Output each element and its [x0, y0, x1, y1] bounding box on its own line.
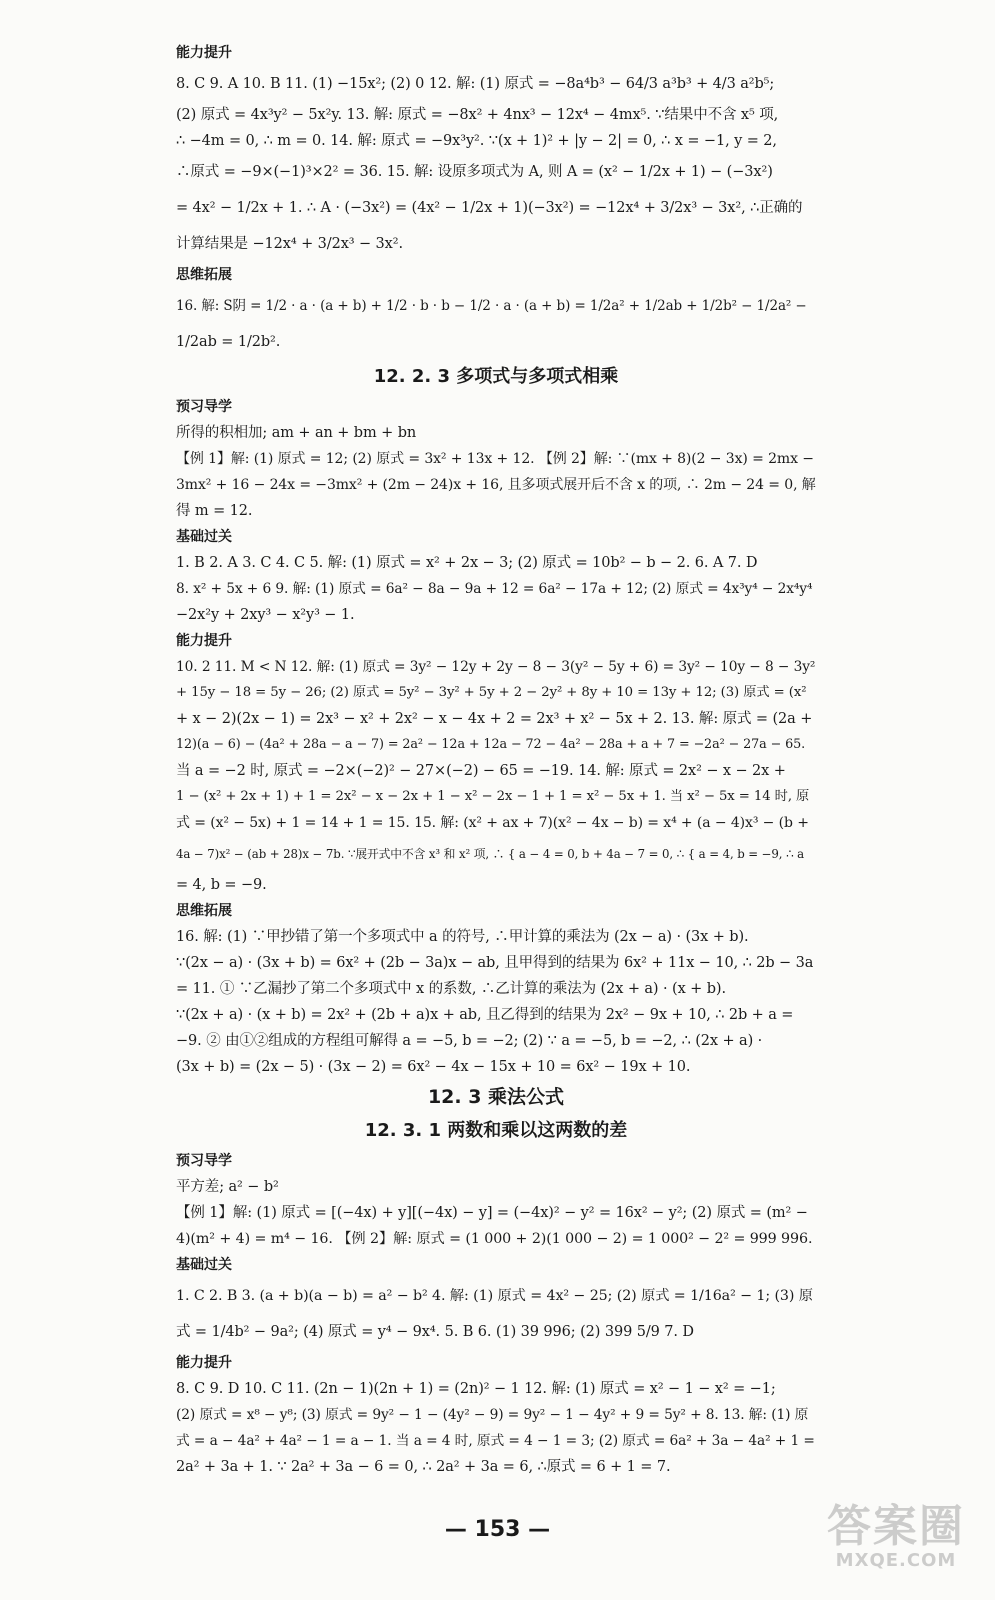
answer-line: ∴原式 = −9×(−1)³×2² = 36. 15. 解: 设原多项式为 A, 则 A = (x² − 1/2x + 1) − (−3x²): [176, 164, 773, 180]
answer-line: 8. x² + 5x + 6 9. 解: (1) 原式 = 6a² − 8a − 9a + 12 = 6a² − 17a + 12; (2) 原式 = 4x³y⁴ − 2x⁴y⁴: [176, 581, 813, 597]
answer-line: ∴ −4m = 0, ∴ m = 0. 14. 解: 原式 = −9x³y². ∵(x + 1)² + |y − 2| = 0, ∴ x = −1, y = 2,: [176, 133, 777, 149]
answer-line: ∵(2x − a) · (3x + b) = 6x² + (2b − 3a)x − ab, 且甲得到的结果为 6x² + 11x − 10, ∴ 2b − 3a: [176, 955, 814, 971]
answer-line: 2a² + 3a + 1. ∵ 2a² + 3a − 6 = 0, ∴ 2a² + 3a = 6, ∴原式 = 6 + 1 = 7.: [176, 1459, 671, 1475]
answer-line: 8. C 9. D 10. C 11. (2n − 1)(2n + 1) = (2n)² − 1 12. 解: (1) 原式 = x² − 1 − x² = −1;: [176, 1381, 776, 1397]
section-title: 12. 2. 3 多项式与多项式相乘: [373, 366, 619, 387]
answer-content: [176, 40, 816, 1480]
answer-line: 当 a = −2 时, 原式 = −2×(−2)² − 27×(−2) − 65 = −19. 14. 解: 原式 = 2x² − x − 2x +: [176, 763, 786, 779]
answer-line: 16. 解: S阴 = 1/2 · a · (a + b) + 1/2 · b · b − 1/2 · a · (a + b) = 1/2a² + 1/2ab + 1/2b² − 1/2a² −: [176, 298, 807, 314]
section-subheading: 能力提升: [176, 1355, 232, 1371]
watermark-logo: 答案圈: [827, 1501, 965, 1552]
answer-line: + 15y − 18 = 5y − 26; (2) 原式 = 5y² − 3y² + 5y + 2 − 2y² + 8y + 10 = 13y + 12; (3) 原式 = (x²: [176, 685, 807, 700]
answer-line: 式 = a − 4a² + 4a² − 1 = a − 1. 当 a = 4 时, 原式 = 4 − 1 = 3; (2) 原式 = 6a² + 3a − 4a² + 1 =: [176, 1433, 815, 1449]
answer-line: 式 = 1/4b² − 9a²; (4) 原式 = y⁴ − 9x⁴. 5. B 6. (1) 39 996; (2) 399 5/9 7. D: [176, 1324, 694, 1340]
answer-line: 计算结果是 −12x⁴ + 3/2x³ − 3x².: [176, 236, 403, 252]
answer-line: 16. 解: (1) ∵甲抄错了第一个多项式中 a 的符号, ∴甲计算的乘法为 (2x − a) · (3x + b).: [176, 929, 749, 945]
answer-line: 1 − (x² + 2x + 1) + 1 = 2x² − x − 2x + 1 − x² − 2x − 1 + 1 = x² − 5x + 1. 当 x² − 5x = 14 时, 原: [176, 789, 810, 804]
chapter-title: 12. 3 乘法公式: [427, 1086, 565, 1108]
section-subheading: 预习导学: [176, 1153, 232, 1169]
answer-line: + x − 2)(2x − 1) = 2x³ − x² + 2x² − x − 4x + 2 = 2x³ + x² − 5x + 2. 13. 解: 原式 = (2a +: [176, 711, 813, 727]
section-subheading: 思维拓展: [176, 267, 232, 283]
section-subheading: 能力提升: [176, 45, 232, 61]
section-subheading: 基础过关: [176, 529, 232, 545]
section-subheading: 预习导学: [176, 399, 232, 415]
answer-line: 1/2ab = 1/2b².: [176, 334, 281, 350]
answer-line: 8. C 9. A 10. B 11. (1) −15x²; (2) 0 12. 解: (1) 原式 = −8a⁴b³ − 64/3 a³b³ + 4/3 a²b⁵;: [176, 76, 775, 92]
answer-line: 得 m = 12.: [176, 503, 253, 519]
answer-line: (2) 原式 = x⁸ − y⁸; (3) 原式 = 9y² − 1 − (4y² − 9) = 9y² − 1 − 4y² + 9 = 5y² + 8. 13. 解: (1) 原: [176, 1407, 809, 1423]
answer-line: 所得的积相加; am + an + bm + bn: [176, 425, 417, 441]
answer-line: = 4, b = −9.: [176, 877, 267, 893]
section-subheading: 思维拓展: [176, 903, 232, 919]
section-subheading: 能力提升: [176, 633, 232, 649]
answer-line: 式 = (x² − 5x) + 1 = 14 + 1 = 15. 15. 解: (x² + ax + 7)(x² − 4x − b) = x⁴ + (a − 4)x³ − (b +: [176, 815, 809, 831]
watermark: [821, 1501, 971, 1578]
answer-line: (3x + b) = (2x − 5) · (3x − 2) = 6x² − 4x − 15x + 10 = 6x² − 19x + 10.: [176, 1059, 691, 1075]
answer-line: 4)(m² + 4) = m⁴ − 16. 【例 2】解: 原式 = (1 000 + 2)(1 000 − 2) = 1 000² − 2² = 999 996.: [176, 1231, 813, 1247]
answer-line: ∵(2x + a) · (x + b) = 2x² + (2b + a)x + ab, 且乙得到的结果为 2x² − 9x + 10, ∴ 2b + a =: [176, 1007, 794, 1023]
answer-line: −9. ② 由①②组成的方程组可解得 a = −5, b = −2; (2) ∵ a = −5, b = −2, ∴ (2x + a) ·: [176, 1033, 763, 1049]
answer-line: 4a − 7)x² − (ab + 28)x − 7b. ∵展开式中不含 x³ 和 x² 项, ∴ { a − 4 = 0, b + 4a − 7 = 0, ∴ { a = 4, b = −9, ∴ a: [176, 847, 804, 861]
answer-line: = 4x² − 1/2x + 1. ∴ A · (−3x²) = (4x² − 1/2x + 1)(−3x²) = −12x⁴ + 3/2x³ − 3x², ∴正确的: [176, 200, 803, 216]
answer-line: 12)(a − 6) − (4a² + 28a − a − 7) = 2a² − 12a + 12a − 72 − 4a² − 28a + a + 7 = −2a² − 27a − 65.: [176, 737, 806, 752]
answer-line: 1. C 2. B 3. (a + b)(a − b) = a² − b² 4. 解: (1) 原式 = 4x² − 25; (2) 原式 = 1/16a² − 1; (3) 原: [176, 1288, 813, 1304]
section-title: 12. 3. 1 两数和乘以这两数的差: [364, 1120, 628, 1141]
page-number: — 153 —: [444, 1517, 551, 1542]
answer-line: 3mx² + 16 − 24x = −3mx² + (2m − 24)x + 16, 且多项式展开后不含 x 的项, ∴ 2m − 24 = 0, 解: [176, 477, 816, 493]
answer-line: −2x²y + 2xy³ − x²y³ − 1.: [176, 607, 355, 623]
watermark-url: MXQE.COM: [835, 1550, 957, 1571]
answer-line: (2) 原式 = 4x³y² − 5x²y. 13. 解: 原式 = −8x² + 4nx³ − 12x⁴ − 4mx⁵. ∵结果中不含 x⁵ 项,: [176, 107, 779, 123]
answer-line: 10. 2 11. M < N 12. 解: (1) 原式 = 3y² − 12y + 2y − 8 − 3(y² − 5y + 6) = 3y² − 10y − 8 − 3y²: [176, 659, 816, 675]
answer-line: 【例 1】解: (1) 原式 = 12; (2) 原式 = 3x² + 13x + 12. 【例 2】解: ∵(mx + 8)(2 − 3x) = 2mx −: [176, 451, 814, 467]
section-subheading: 基础过关: [176, 1257, 232, 1273]
answer-line: 【例 1】解: (1) 原式 = [(−4x) + y][(−4x) − y] = (−4x)² − y² = 16x² − y²; (2) 原式 = (m² −: [176, 1205, 808, 1221]
answer-line: = 11. ① ∵乙漏抄了第二个多项式中 x 的系数, ∴乙计算的乘法为 (2x + a) · (x + b).: [176, 981, 726, 997]
answer-line: 1. B 2. A 3. C 4. C 5. 解: (1) 原式 = x² + 2x − 3; (2) 原式 = 10b² − b − 2. 6. A 7. D: [176, 555, 758, 571]
answer-line: 平方差; a² − b²: [176, 1179, 279, 1195]
